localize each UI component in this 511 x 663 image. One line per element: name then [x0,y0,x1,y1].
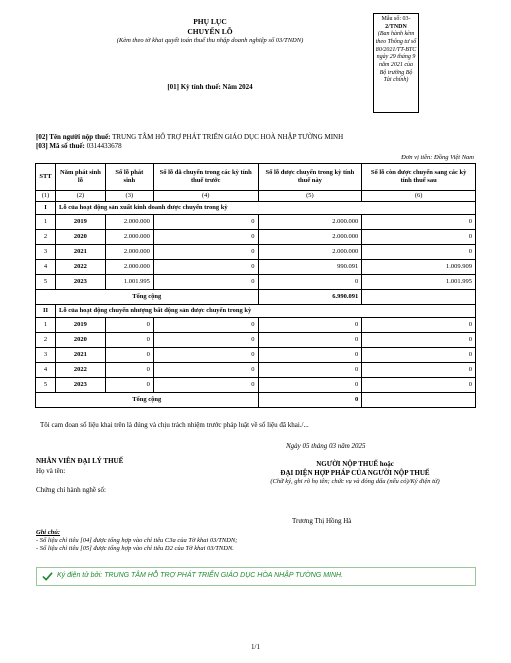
section-title: Lỗ của hoạt động chuyển nhượng bất động sản được chuyển trong kỳ [55,305,475,318]
loss-remaining: 0 [362,333,476,348]
loss-transferred-prior: 0 [153,363,258,378]
table-header-row [36,164,476,191]
column-header: STT [36,164,56,191]
loss-remaining: 1.009.909 [362,260,476,275]
form-number-label: Mẫu số: 03- [381,16,411,22]
notes-line: - Số liệu chỉ tiêu [05] được tổng hợp vào chỉ tiêu D2 của Tờ khai 03/TNDN. [36,545,234,553]
loss-remaining: 0 [362,230,476,245]
column-index-row [36,191,476,202]
loss-year: 2019 [55,318,105,333]
row-number: 4 [36,260,56,275]
loss-transferred-prior: 0 [153,318,258,333]
row-number: 5 [36,378,56,393]
form-number-box [373,13,419,113]
e-signature-text: Ký điện tử bởi: TRUNG TÂM HỖ TRỢ PHÁT TRIỂN GIÁO DỤC HÒA NHẬP TƯỜNG MINH. [57,572,344,580]
loss-transferred-current: 0 [258,318,362,333]
signer-name: Trương Thị Hồng Hà [292,517,352,525]
loss-remaining: 0 [362,363,476,378]
column-index: (4) [153,191,258,202]
tax-code-label: [03] Mã số thuế: [36,142,85,150]
total-row [36,393,476,408]
total-row [36,290,476,305]
column-header: Số lỗ phát sinh [105,164,153,191]
loss-incurred: 2.000.000 [105,230,153,245]
row-number: 2 [36,230,56,245]
taxpayer-name: TRUNG TÂM HỖ TRỢ PHÁT TRIỂN GIÁO DỤC HOÀ NHẬP TƯỜNG MINH [112,133,344,141]
loss-year: 2023 [55,275,105,290]
row-number: 4 [36,363,56,378]
column-index: (1) [36,191,56,202]
loss-transferred-current: 2.000.000 [258,245,362,260]
row-number: 1 [36,215,56,230]
column-index: (3) [105,191,153,202]
notes-line: - Số liệu chỉ tiêu [04] được tổng hợp vào chỉ tiêu C3a của Tờ khai 03/TNDN; [36,537,238,545]
loss-transferred-current: 0 [258,363,362,378]
loss-transferred-current: 990.091 [258,260,362,275]
loss-incurred: 1.001.995 [105,275,153,290]
loss-incurred: 0 [105,333,153,348]
loss-remaining: 0 [362,245,476,260]
signer-title-line2: ĐẠI DIỆN HỢP PHÁP CỦA NGƯỜI NỘP THUẾ [280,468,430,477]
column-index: (2) [55,191,105,202]
notes-title: Ghi chú: [36,529,61,536]
loss-incurred: 0 [105,363,153,378]
loss-transferred-current: 0 [258,378,362,393]
table-row [36,275,476,290]
column-header: Số lỗ còn được chuyển sang các kỳ tính thuế sau [362,164,476,191]
signer-block [230,460,480,486]
section-title: Lỗ của hoạt động sản xuất kinh doanh được chuyển trong kỳ [55,202,475,215]
column-header: Số lỗ đã chuyển trong các kỳ tính thuế trước [153,164,258,191]
loss-transferred-current: 0 [258,333,362,348]
total-label: Tổng cộng [36,393,259,408]
loss-incurred: 0 [105,318,153,333]
total-empty-cell [362,393,476,408]
loss-remaining: 0 [362,378,476,393]
doc-attachment-note: (Kèm theo tờ khai quyết toán thuế thu nhập doanh nghiệp số 03/TNDN) [116,36,304,44]
form-number: 2/TNDN [385,23,407,30]
section-row [36,202,476,215]
loss-year: 2022 [55,363,105,378]
total-label: Tổng cộng [36,290,259,305]
loss-year: 2022 [55,260,105,275]
loss-remaining: 0 [362,215,476,230]
tax-agent-name-label: Họ và tên: [36,467,66,475]
loss-transferred-current: 0 [258,348,362,363]
loss-transferred-prior: 0 [153,215,258,230]
column-index: (6) [362,191,476,202]
loss-transferred-prior: 0 [153,275,258,290]
page-number: 1/1 [251,643,260,651]
loss-carryforward-table [35,163,476,408]
table-row [36,318,476,333]
loss-year: 2023 [55,378,105,393]
tax-code-line [36,142,122,151]
commitment-statement: Tôi cam đoan số liệu khai trên là đúng và chịu trách nhiệm trước pháp luật về số liệu đã khai./... [40,421,309,429]
row-number: 3 [36,245,56,260]
loss-transferred-prior: 0 [153,378,258,393]
table-row [36,260,476,275]
e-signature-box [36,567,476,586]
loss-transferred-current: 2.000.000 [258,230,362,245]
loss-transferred-prior: 0 [153,348,258,363]
table-row [36,378,476,393]
section-number: I [36,202,56,215]
doc-subtitle: CHUYỂN LỖ [187,26,233,36]
column-header: Năm phát sinh lỗ [55,164,105,191]
total-value: 6.990.091 [258,290,362,305]
notes-section [36,529,476,553]
currency-unit: Đơn vị tiền: Đồng Việt Nam [401,154,474,161]
table-row [36,230,476,245]
total-value: 0 [258,393,362,408]
loss-year: 2021 [55,348,105,363]
tax-agent-title: NHÂN VIÊN ĐẠI LÝ THUẾ [36,457,124,465]
loss-transferred-prior: 0 [153,333,258,348]
section-number: II [36,305,56,318]
loss-transferred-prior: 0 [153,260,258,275]
loss-year: 2021 [55,245,105,260]
signer-note: (Chữ ký, ghi rõ họ tên; chức vụ và đóng dấu (nếu có)/Ký điện tử) [270,477,440,485]
row-number: 2 [36,333,56,348]
column-header: Số lỗ được chuyển trong kỳ tính thuế này [258,164,362,191]
document-header [60,17,360,45]
loss-remaining: 0 [362,318,476,333]
column-index: (5) [258,191,362,202]
table-row [36,363,476,378]
taxpayer-name-line [36,133,476,142]
loss-year: 2019 [55,215,105,230]
loss-transferred-prior: 0 [153,230,258,245]
section-row [36,305,476,318]
table-row [36,348,476,363]
table-row [36,333,476,348]
tax-code: 0314433678 [86,142,122,150]
loss-incurred: 2.000.000 [105,215,153,230]
loss-transferred-current: 2.000.000 [258,215,362,230]
loss-incurred: 2.000.000 [105,260,153,275]
loss-incurred: 2.000.000 [105,245,153,260]
table-row [36,245,476,260]
row-number: 3 [36,348,56,363]
loss-remaining: 0 [362,348,476,363]
loss-incurred: 0 [105,378,153,393]
loss-transferred-current: 0 [258,275,362,290]
form-issuance-note: (Ban hành kèm theo Thông tư số 80/2021/TT-BTC ngày 29 tháng 9 năm 2021 của Bộ trưởng Bộ Tài chính) [375,31,417,84]
tax-agent-cert-label: Chứng chỉ hành nghề số: [36,486,106,494]
loss-remaining: 1.001.995 [362,275,476,290]
tax-period: [01] Kỳ tính thuế: Năm 2024 [167,83,253,91]
row-number: 1 [36,318,56,333]
signer-title-line1: NGƯỜI NỘP THUẾ hoặc [316,460,394,468]
signing-date: Ngày 05 tháng 03 năm 2025 [286,442,366,450]
taxpayer-name-label: [02] Tên người nộp thuế: [36,133,111,141]
loss-transferred-prior: 0 [153,245,258,260]
loss-year: 2020 [55,333,105,348]
checkmark-icon [42,571,53,582]
loss-incurred: 0 [105,348,153,363]
doc-title: PHỤ LỤC [193,17,227,26]
table-row [36,215,476,230]
loss-year: 2020 [55,230,105,245]
total-empty-cell [362,290,476,305]
row-number: 5 [36,275,56,290]
